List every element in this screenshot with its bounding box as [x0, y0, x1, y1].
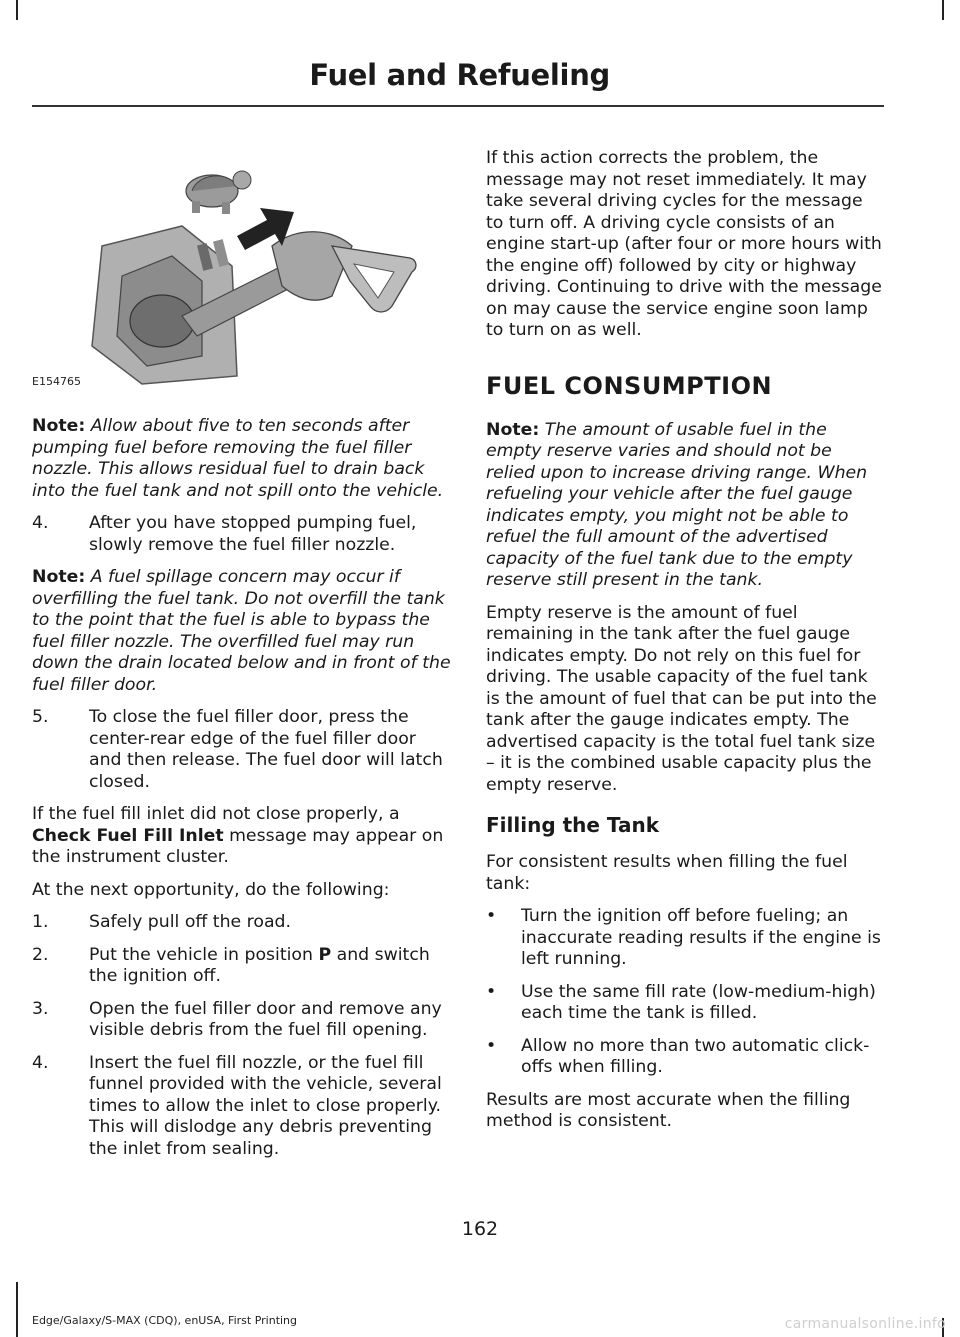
bullet-item	[486, 1036, 884, 1079]
right-column	[486, 148, 884, 1133]
list-item	[32, 707, 452, 793]
fuel-nozzle-drawing	[32, 146, 452, 388]
watermark: carmanualsonline.info	[784, 1316, 946, 1332]
bullet-icon: •	[486, 906, 497, 926]
position-letter: P	[318, 944, 332, 965]
page-title: Fuel and Refueling	[309, 58, 610, 92]
list-item-number: 5.	[32, 707, 49, 727]
list-item	[32, 513, 452, 556]
bullet-text: Turn the ignition off before fueling; an inaccurate reading results if the engine is left running.	[521, 906, 881, 969]
note-label: Note:	[32, 567, 86, 587]
note-fuel-spillage	[32, 567, 452, 696]
list-item-text: After you have stopped pumping fuel, slowly remove the fuel filler nozzle.	[89, 513, 417, 555]
list-item	[32, 1053, 452, 1161]
list-item-text: Insert the fuel fill nozzle, or the fuel fill funnel provided with the vehicle, several times to allow the inlet to close properly. This will dislodge any debris preventing the inlet from sealing.	[89, 1052, 442, 1159]
page-number: 162	[461, 1218, 499, 1240]
note-filler-nozzle	[32, 416, 452, 502]
paragraph-consistent-results: For consistent results when filling the fuel tank:	[486, 852, 848, 894]
bullet-text: Allow no more than two automatic click-offs when filling.	[521, 1035, 870, 1077]
note-empty-reserve	[486, 420, 884, 592]
paragraph-driving-cycle: If this action corrects the problem, the message may not reset immediately. It may take several driving cycles for the message to turn off. A driving cycle consists of an engine start-up (after four or more hours with the engine off) followed by city or highway driving. Continuing to drive with the message on may cause the service engine soon lamp to turn on as well.	[486, 148, 882, 340]
list-item-number: 1.	[32, 912, 49, 932]
note-text: Allow about five to ten seconds after pumping fuel before removing the fuel filler nozzle. This allows residual fuel to drain back into the fuel tank and not spill onto the vehicle.	[32, 416, 444, 501]
list-item-number: 3.	[32, 998, 49, 1019]
note-text: A fuel spillage concern may occur if overfilling the fuel tank. Do not overfill the tank to the point that the fuel is able to bypass the fuel filler nozzle. The overfilled fuel may run down the drain located below and in front of the fuel filler door.	[32, 567, 451, 695]
fuel-nozzle-illustration	[32, 146, 452, 388]
bullet-icon: •	[486, 1035, 497, 1056]
list-item	[32, 945, 452, 988]
edition-footer: Edge/Galaxy/S-MAX (CDQ), enUSA, First Printing	[32, 1314, 298, 1327]
crop-mark-top-right	[942, 0, 944, 20]
subheading: Filling the Tank	[486, 813, 660, 837]
paragraph-text: If the fuel fill inlet did not close properly, a	[32, 804, 400, 824]
list-item	[32, 999, 452, 1042]
list-item-text: Open the fuel filler door and remove any visible debris from the fuel fill opening.	[89, 998, 442, 1040]
list-item-number: 4.	[32, 513, 49, 533]
crop-mark-top-left	[16, 0, 18, 20]
list-item-text: Safely pull off the road.	[89, 912, 291, 932]
section-heading: FUEL CONSUMPTION	[486, 371, 773, 400]
bullet-item	[486, 982, 884, 1025]
list-item-number: 4.	[32, 1052, 49, 1073]
paragraph-empty-reserve: Empty reserve is the amount of fuel remaining in the tank after the fuel gauge indicates empty. Do not rely on this fuel for driving. The usable capacity of the fuel tank is the amount of fuel that can be put into the tank after the gauge indicates empty. The advertised capacity is the total fuel tank size – it is the combined usable capacity plus the empty reserve.	[486, 602, 877, 795]
paragraph-next-opportunity: At the next opportunity, do the following:	[32, 879, 390, 900]
crop-mark-bottom-left	[16, 1282, 18, 1337]
note-text: The amount of usable fuel in the empty reserve varies and should not be relied upon to increase driving range. When refueling your vehicle after the fuel gauge indicates empty, you might not be able to refuel the full amount of the advertised capacity of the fuel tank due to the empty reserve still present in the tank.	[486, 419, 868, 590]
paragraph-inlet-message	[32, 804, 452, 869]
paragraph-results: Results are most accurate when the filling method is consistent.	[486, 1089, 851, 1131]
list-item	[32, 912, 452, 934]
list-item-number: 2.	[32, 944, 49, 965]
bullet-item	[486, 906, 884, 971]
list-item-text: To close the fuel filler door, press the center-rear edge of the fuel filler door and then release. The fuel door will latch closed.	[89, 707, 443, 792]
note-label: Note:	[32, 416, 86, 436]
list-item-text: Put the vehicle in position	[89, 944, 319, 965]
left-column	[32, 416, 452, 1160]
list-item-text: and switch the ignition off.	[89, 944, 430, 986]
paragraph-text: message may appear on the instrument cluster.	[32, 825, 444, 867]
figure-code: E154765	[32, 375, 81, 388]
title-divider	[32, 105, 884, 107]
note-label: Note:	[486, 419, 540, 440]
bullet-text: Use the same fill rate (low-medium-high) each time the tank is filled.	[521, 981, 876, 1023]
bullet-icon: •	[486, 981, 497, 1002]
message-name: Check Fuel Fill Inlet	[32, 825, 224, 846]
